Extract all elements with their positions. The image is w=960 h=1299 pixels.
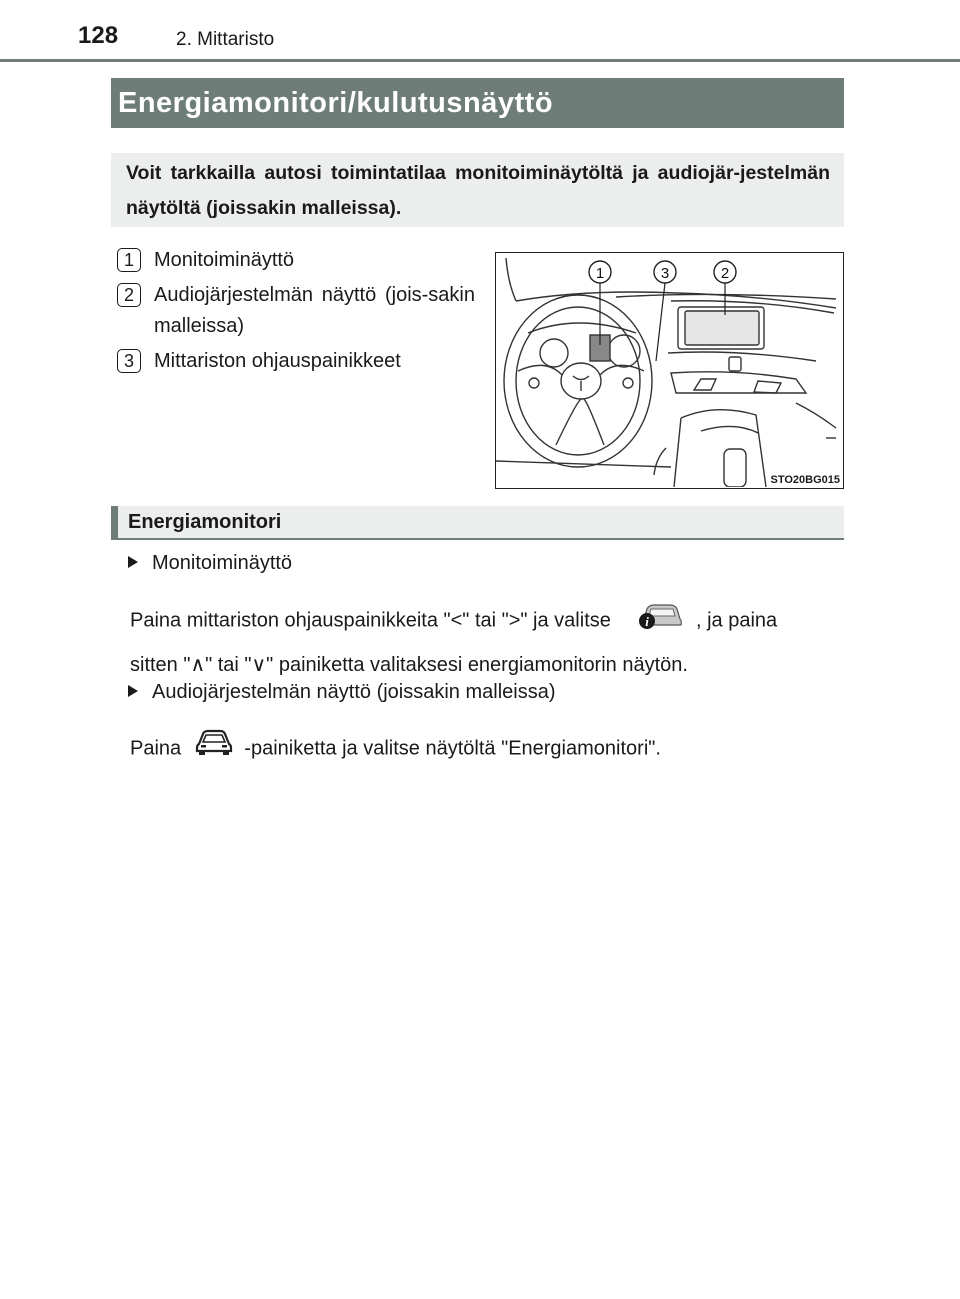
intro-box: Voit tarkkailla autosi toimintatilaa monitoiminäytöltä ja audiojär-jestelmän näytöltä (joissakin malleissa). (111, 153, 844, 227)
car-icon (195, 728, 233, 770)
paragraph-text: -painiketta ja valitse näytöltä "Energiamonitori". (244, 737, 661, 760)
figure-marker-label: 1 (595, 265, 605, 282)
figure-code: STO20BG015 (770, 474, 840, 486)
triangle-bullet-icon (128, 685, 138, 697)
callout-text: Mittariston ohjauspainikkeet (154, 350, 401, 372)
triangle-bullet-icon (128, 556, 138, 568)
dashboard-figure (495, 252, 844, 489)
callout-number: 2 (117, 283, 141, 307)
callout-item (117, 280, 475, 342)
page-title: Energiamonitori/kulutusnäyttö (111, 78, 844, 128)
bullet-item (128, 677, 556, 707)
bullet-text: Audiojärjestelmän näyttö (joissakin malleissa) (152, 681, 556, 703)
section-heading: Energiamonitori (111, 506, 844, 540)
callout-number: 3 (117, 349, 141, 373)
paragraph (130, 597, 844, 685)
figure-marker-label: 3 (660, 265, 670, 282)
header-rule (0, 59, 960, 62)
callout-item (117, 245, 475, 276)
callout-text: Monitoiminäyttö (154, 249, 295, 271)
figure-marker-label: 2 (720, 265, 730, 282)
callout-item (117, 346, 475, 377)
paragraph (130, 728, 844, 770)
paragraph-text: Paina mittariston ohjauspainikkeita "<" tai ">" ja valitse (130, 609, 611, 632)
callout-text: Audiojärjestelmän näyttö (jois-sakin malleissa) (154, 284, 475, 337)
paragraph-text: , ja paina (696, 609, 778, 632)
car-info-icon (638, 597, 684, 645)
dashboard-illustration (496, 253, 842, 487)
paragraph-text: Paina (130, 737, 182, 760)
svg-text:i: i (645, 614, 650, 629)
paragraph-text: sitten "∧" tai "∨" painiketta valitaksesi energiamonitorin näytön. (130, 654, 688, 676)
section-name: 2. Mittaristo (176, 29, 275, 50)
callout-number: 1 (117, 248, 141, 272)
bullet-text: Monitoiminäyttö (152, 552, 293, 574)
bullet-item (128, 548, 292, 578)
page-number: 128 (78, 22, 119, 49)
